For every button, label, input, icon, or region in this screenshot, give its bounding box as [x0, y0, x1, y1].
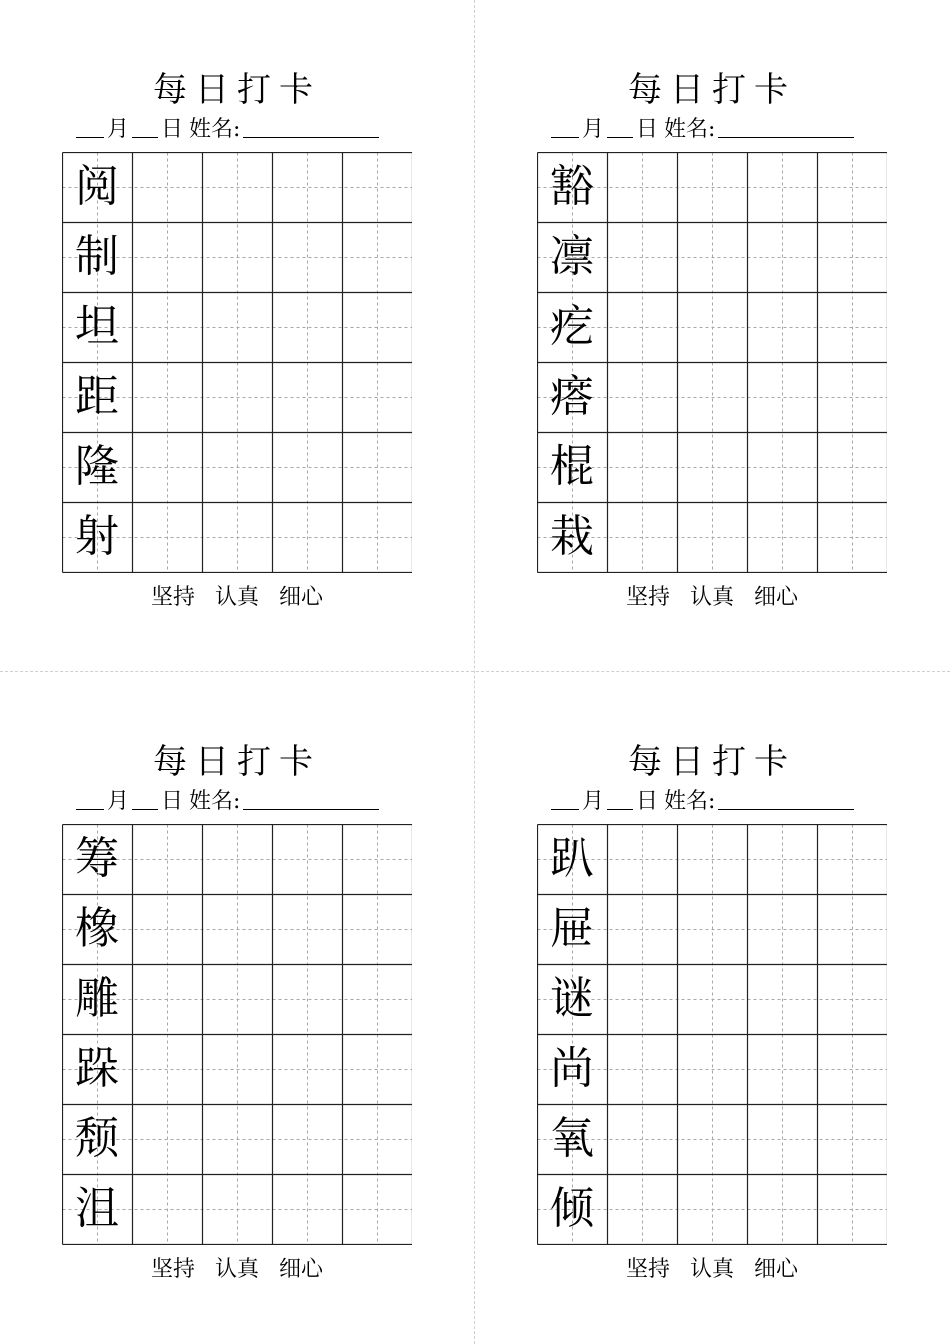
day-blank[interactable]: [132, 789, 158, 810]
month-label: 月: [582, 117, 605, 142]
name-blank[interactable]: [243, 789, 379, 810]
writing-grid: [62, 152, 412, 572]
vertical-cut-line: [474, 0, 475, 1344]
day-label: 日: [636, 789, 659, 814]
motto: [62, 580, 412, 611]
name-label: 姓名:: [189, 117, 241, 142]
practice-card-2: [537, 0, 887, 610]
practice-char: 雕: [75, 973, 119, 1024]
practice-char: 颓: [75, 1113, 119, 1164]
motto-word: 细心: [754, 585, 799, 610]
day-blank[interactable]: [607, 117, 633, 138]
day-label: 日: [161, 117, 184, 142]
month-blank[interactable]: [76, 117, 104, 138]
card-title: 每日打卡: [628, 70, 796, 110]
practice-char: 射: [75, 511, 119, 562]
practice-char: 豁: [550, 161, 594, 212]
practice-char: 屉: [550, 903, 594, 954]
practice-char: 倾: [550, 1183, 594, 1234]
card-title: 每日打卡: [153, 70, 321, 110]
month-blank[interactable]: [551, 789, 579, 810]
day-label: 日: [636, 117, 659, 142]
name-label: 姓名:: [189, 789, 241, 814]
practice-char: 隆: [75, 441, 119, 492]
practice-char: 氧: [550, 1113, 594, 1164]
motto-word: 细心: [279, 1257, 324, 1282]
practice-char: 栽: [550, 511, 594, 562]
day-blank[interactable]: [132, 117, 158, 138]
practice-char: 距: [75, 371, 119, 422]
practice-char: 跺: [75, 1043, 119, 1094]
motto-word: 认真: [689, 585, 734, 610]
motto-word: 认真: [214, 1257, 259, 1282]
month-blank[interactable]: [551, 117, 579, 138]
writing-grid: [537, 152, 887, 572]
date-name-line: [76, 116, 412, 144]
motto: [537, 1252, 887, 1283]
practice-char: 凛: [550, 231, 594, 282]
practice-char: 趴: [550, 833, 594, 884]
date-name-line: [551, 116, 887, 144]
practice-char: 橡: [75, 903, 119, 954]
card-title: 每日打卡: [628, 742, 796, 782]
name-blank[interactable]: [718, 789, 854, 810]
name-label: 姓名:: [664, 117, 716, 142]
name-blank[interactable]: [243, 117, 379, 138]
practice-card-3: [62, 672, 412, 1282]
name-label: 姓名:: [664, 789, 716, 814]
motto-word: 认真: [214, 585, 259, 610]
motto: [537, 580, 887, 611]
writing-grid: [537, 824, 887, 1244]
month-blank[interactable]: [76, 789, 104, 810]
day-label: 日: [161, 789, 184, 814]
motto-word: 坚持: [625, 1257, 670, 1282]
date-name-line: [551, 788, 887, 816]
motto-word: 坚持: [150, 1257, 195, 1282]
month-label: 月: [107, 117, 130, 142]
practice-char: 阅: [75, 161, 119, 212]
practice-char: 制: [75, 231, 119, 282]
month-label: 月: [582, 789, 605, 814]
name-blank[interactable]: [718, 117, 854, 138]
date-name-line: [76, 788, 412, 816]
practice-char: 尚: [550, 1043, 594, 1094]
day-blank[interactable]: [607, 789, 633, 810]
month-label: 月: [107, 789, 130, 814]
practice-char: 棍: [550, 441, 594, 492]
motto-word: 坚持: [625, 585, 670, 610]
card-title: 每日打卡: [153, 742, 321, 782]
motto-word: 认真: [689, 1257, 734, 1282]
practice-char: 沮: [75, 1183, 119, 1234]
practice-char: 瘩: [550, 371, 594, 422]
practice-char: 筹: [75, 833, 119, 884]
practice-char: 谜: [550, 973, 594, 1024]
practice-char: 坦: [75, 301, 119, 352]
practice-card-1: [62, 0, 412, 610]
motto-word: 细心: [754, 1257, 799, 1282]
writing-grid: [62, 824, 412, 1244]
motto: [62, 1252, 412, 1283]
practice-card-4: [537, 672, 887, 1282]
motto-word: 细心: [279, 585, 324, 610]
motto-word: 坚持: [150, 585, 195, 610]
practice-char: 疙: [550, 301, 594, 352]
